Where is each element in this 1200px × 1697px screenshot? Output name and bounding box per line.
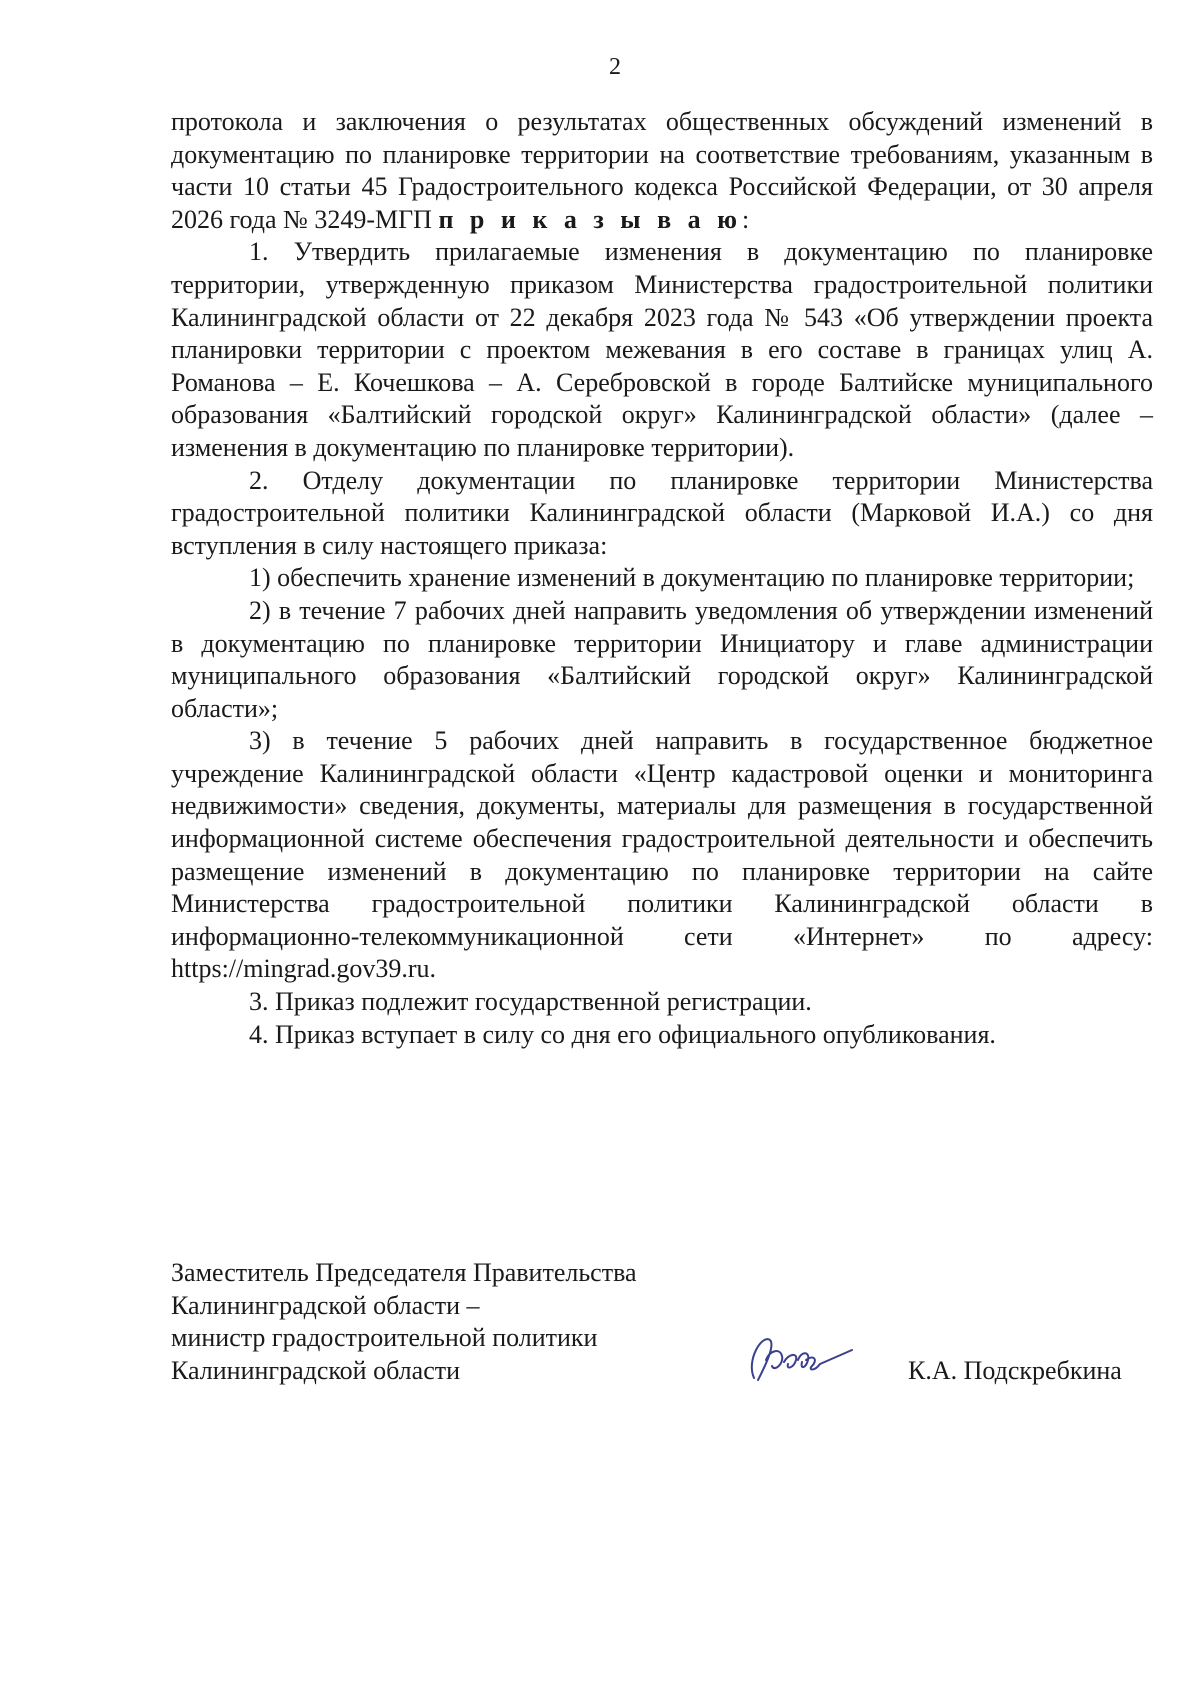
signer-position-line: Заместитель Председателя Правительства xyxy=(171,1258,637,1287)
order-subitem-2: 2) в течение 7 рабочих дней направить уведомления об утверждении изменений в документацию по планировке территории Инициатору и главе администрации муниципального образования «Балтийский городской округ» Калининградской области»; xyxy=(171,595,1153,723)
order-item-2: 2. Отделу документации по планировке территории Министерства градостроительной политики Калининградской области (Марковой И.А.) со дня вступления в силу настоящего приказа: xyxy=(171,465,1153,560)
order-keyword: п р и к а з ы в а ю xyxy=(438,204,742,234)
order-item-3: 3. Приказ подлежит государственной регистрации. xyxy=(249,987,812,1017)
signer-position xyxy=(171,1257,831,1387)
order-subitem-1: 1) обеспечить хранение изменений в документацию по планировке территории; xyxy=(249,563,1135,593)
signer-position-line: министр градостроительной политики xyxy=(171,1323,598,1353)
intro-tail: : xyxy=(742,204,750,234)
document-body xyxy=(171,106,1153,1051)
signer-position-line: Калининградской области xyxy=(171,1355,461,1385)
signer-name: К.А. Подскребкина xyxy=(908,1356,1122,1385)
order-item-4: 4. Приказ вступает в силу со дня его официального опубликования. xyxy=(249,1019,996,1049)
order-subitem-3: 3) в течение 5 рабочих дней направить в государственное бюджетное учреждение Калининградской области «Центр кадастровой оценки и мониторинга недвижимости» сведения, документы, материалы для размещения в государственной информационной системе обеспечения градостроительной деятельности и обеспечить размещение изменений в документацию по планировке территории на сайте Министерства градостроительной политики Калининградской области в информационно-телекоммуникационной сети «Интернет» по адресу: https://mingrad.gov39.ru. xyxy=(171,726,1153,984)
order-item-1: 1. Утвердить прилагаемые изменения в документацию по планировке территории, утвержденную приказом Министерства градостроительной политики Калининградской области от 22 декабря 2023 года № 543 «Об утверждении проекта планировки территории с проектом межевания в его составе в границах улиц А. Романова – Е. Кочешкова – А. Серебровской в городе Балтийске муниципального образования «Балтийский городской округ» Калининградской области» (далее – изменения в документацию по планировке территории). xyxy=(171,237,1153,462)
intro-paragraph xyxy=(171,106,1153,236)
signer-position-line: Калининградской области – xyxy=(171,1290,480,1320)
intro-text: протокола и заключения о результатах общественных обсуждений изменений в документацию по планировке территории на соответствие требованиям, указанным в части 10 статьи 45 Градостроительного кодекса Российской Федерации, от 30 апреля 2026 года № 3249-МГП xyxy=(171,107,1153,234)
page-number: 2 xyxy=(609,54,621,80)
handwritten-signature xyxy=(740,1320,860,1390)
